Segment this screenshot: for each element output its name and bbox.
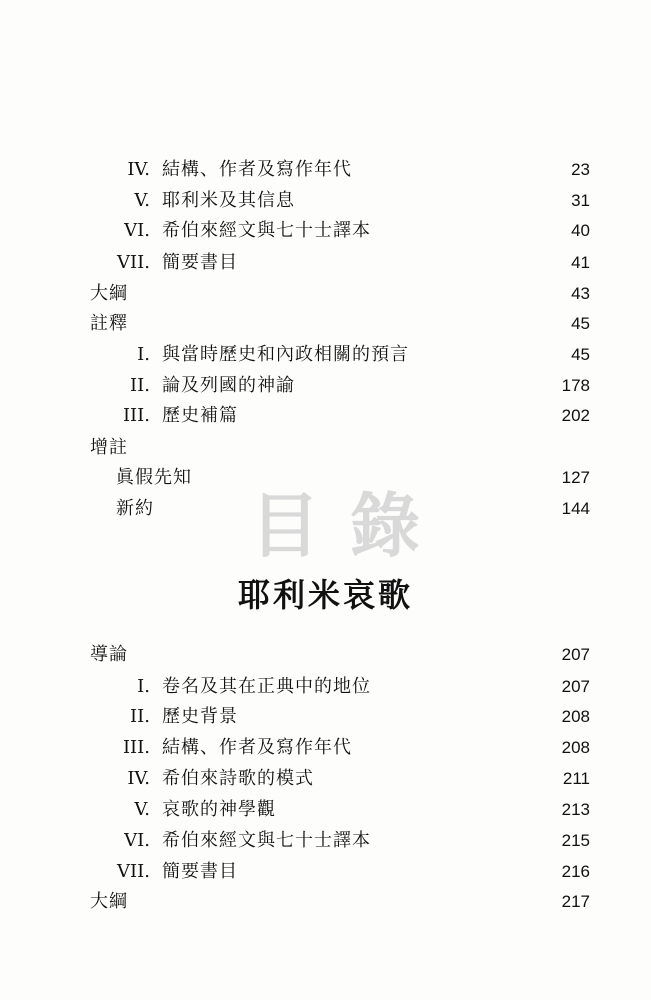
toc-entry: [0, 401, 651, 431]
entry-number: VI.: [124, 830, 150, 851]
entry-number: VII.: [117, 252, 150, 273]
entry-page-number: 207: [561, 645, 590, 664]
entry-title: 歷史背景: [162, 706, 238, 727]
entry-number: II.: [130, 706, 150, 727]
entry-title: 希伯來詩歌的模式: [162, 768, 314, 789]
entry-title: 眞假先知: [116, 467, 192, 488]
toc-entry: [0, 155, 651, 185]
entry-number: I.: [137, 344, 150, 365]
entry-title: 希伯來經文與七十士譯本: [162, 220, 371, 241]
toc-entry: [0, 309, 651, 339]
entry-page-number: 45: [571, 314, 590, 333]
entry-title: 與當時歷史和內政相關的預言: [162, 344, 409, 365]
entry-page-number: 144: [561, 499, 590, 518]
toc-entry: [0, 702, 651, 732]
toc-entry: [0, 733, 651, 763]
entry-title: 哀歌的神學觀: [162, 799, 276, 820]
entry-page-number: 40: [571, 221, 590, 240]
entry-number: II.: [130, 375, 150, 396]
entry-number: VI.: [124, 220, 150, 241]
toc-entry: [0, 371, 651, 401]
toc-entry: [0, 248, 651, 278]
entry-page-number: 208: [561, 738, 590, 757]
toc-entry: [0, 463, 651, 493]
toc-entry: [0, 640, 651, 670]
entry-number: I.: [137, 676, 150, 697]
bleed-through-text: 目錄: [250, 484, 450, 567]
entry-title: 新約: [116, 498, 154, 519]
entry-number: VII.: [117, 861, 150, 882]
entry-page-number: 213: [561, 800, 590, 819]
toc-entry: [0, 433, 651, 463]
toc-entry: [0, 857, 651, 887]
toc-entry: [0, 672, 651, 702]
toc-entry: [0, 279, 651, 309]
entry-number: III.: [122, 737, 150, 758]
entry-number: V.: [134, 799, 150, 820]
entry-page-number: 31: [571, 191, 590, 210]
toc-entry: [0, 494, 651, 524]
entry-title: 大綱: [90, 891, 128, 912]
entry-title: 希伯來經文與七十士譯本: [162, 830, 371, 851]
section-heading-lamentations: 耶利米哀歌: [237, 576, 413, 614]
entry-title: 簡要書目: [162, 252, 238, 273]
entry-title: 簡要書目: [162, 861, 238, 882]
entry-page-number: 217: [561, 892, 590, 911]
entry-page-number: 208: [561, 707, 590, 726]
entry-number: III.: [122, 405, 150, 426]
toc-entry: [0, 340, 651, 370]
entry-page-number: 202: [561, 406, 590, 425]
entry-title: 大綱: [90, 283, 128, 304]
entry-page-number: 45: [571, 345, 590, 364]
entry-number: V.: [134, 190, 150, 211]
toc-entry: [0, 795, 651, 825]
entry-title: 耶利米及其信息: [162, 190, 295, 211]
entry-title: 結構、作者及寫作年代: [162, 159, 352, 180]
entry-page-number: 207: [561, 677, 590, 696]
entry-page-number: 216: [561, 862, 590, 881]
entry-title: 導論: [90, 644, 128, 665]
toc-entry: [0, 764, 651, 794]
toc-entry: [0, 216, 651, 246]
entry-page-number: 127: [561, 468, 590, 487]
entry-number: IV.: [127, 159, 150, 180]
entry-title: 註釋: [90, 313, 128, 334]
entry-title: 卷名及其在正典中的地位: [162, 676, 371, 697]
entry-page-number: 178: [561, 376, 590, 395]
entry-page-number: 211: [562, 769, 590, 788]
entry-title: 增註: [90, 437, 128, 458]
entry-page-number: 23: [571, 160, 590, 179]
entry-title: 歷史補篇: [162, 405, 238, 426]
entry-title: 論及列國的神諭: [162, 375, 295, 396]
entry-page-number: 215: [561, 831, 590, 850]
toc-entry: [0, 826, 651, 856]
toc-entry: [0, 887, 651, 917]
toc-entry: [0, 186, 651, 216]
entry-number: IV.: [127, 768, 150, 789]
entry-page-number: 43: [571, 284, 590, 303]
entry-page-number: 41: [571, 253, 590, 272]
entry-title: 結構、作者及寫作年代: [162, 737, 352, 758]
